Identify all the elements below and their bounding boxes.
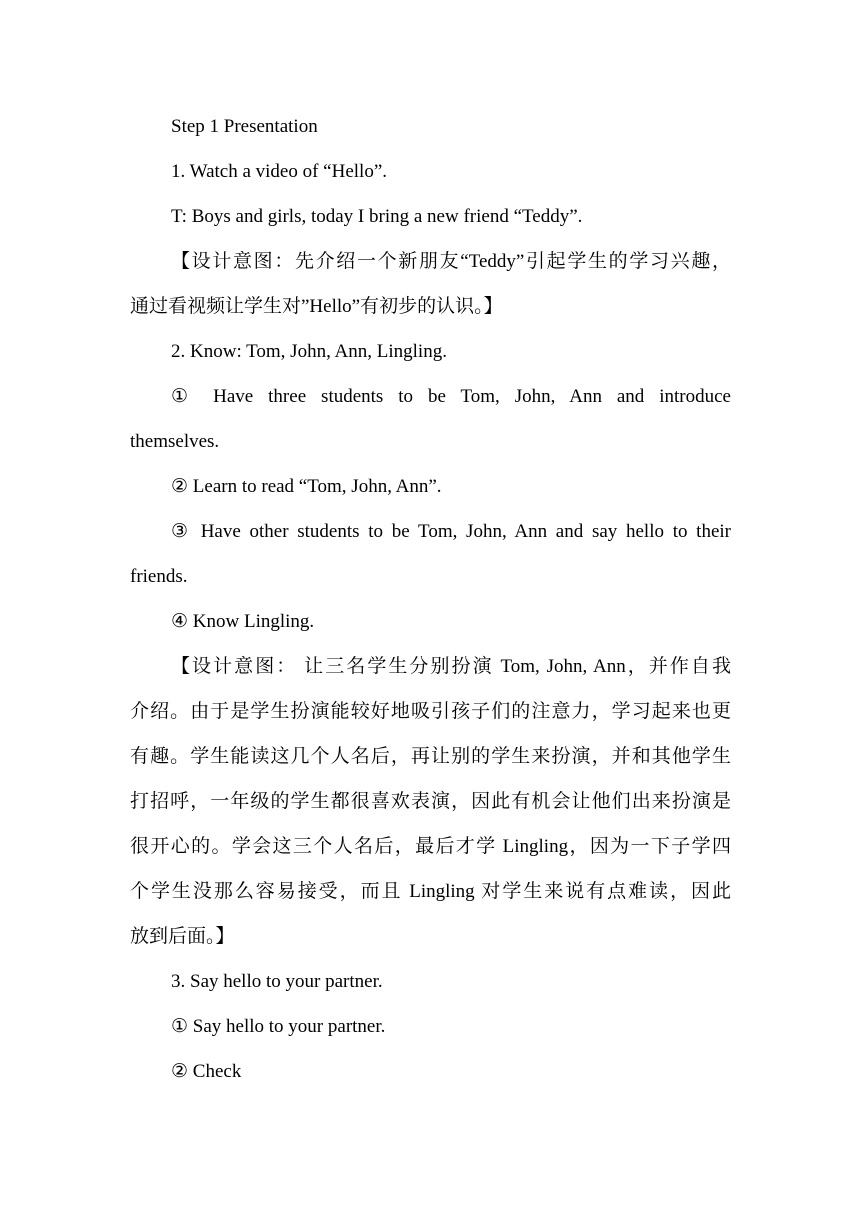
list-item: ③ Have other students to be Tom, John, Ann and say hello to their bbox=[171, 521, 731, 542]
instruction-line: 2. Know: Tom, John, Ann, Lingling. bbox=[171, 341, 447, 362]
design-note-line: 有趣。学生能读这几个人名后，再让别的学生来扮演，并和其他学生 bbox=[130, 746, 731, 767]
design-note-line: 很开心的。学会这三个人名后，最后才学 Lingling，因为一下子学四 bbox=[130, 836, 731, 857]
instruction-line: 1. Watch a video of “Hello”. bbox=[171, 161, 388, 182]
design-note-line: 通过看视频让学生对”Hello”有初步的认识。】 bbox=[130, 296, 503, 317]
list-item-continuation: friends. bbox=[130, 566, 188, 587]
list-item: ① Have three students to be Tom, John, Ann and introduce bbox=[171, 386, 731, 407]
design-note-line: 介绍。由于是学生扮演能较好地吸引孩子们的注意力，学习起来也更 bbox=[130, 701, 731, 722]
list-item: ① Say hello to your partner. bbox=[171, 1016, 386, 1037]
step-heading: Step 1 Presentation bbox=[171, 116, 318, 137]
list-item-continuation: themselves. bbox=[130, 431, 220, 452]
list-item: ② Learn to read “Tom, John, Ann”. bbox=[171, 476, 442, 497]
instruction-line: 3. Say hello to your partner. bbox=[171, 971, 383, 992]
design-note-line: 放到后面。】 bbox=[130, 926, 235, 947]
design-note-line: 【设计意图： 让三名学生分别扮演 Tom, John, Ann，并作自我 bbox=[171, 656, 731, 677]
teacher-line: T: Boys and girls, today I bring a new friend “Teddy”. bbox=[171, 206, 583, 227]
list-item: ④ Know Lingling. bbox=[171, 611, 315, 632]
design-note-line: 【设计意图：先介绍一个新朋友“Teddy”引起学生的学习兴趣， bbox=[171, 251, 731, 272]
list-item: ② Check bbox=[171, 1061, 242, 1082]
design-note-line: 打招呼，一年级的学生都很喜欢表演，因此有机会让他们出来扮演是 bbox=[130, 791, 731, 812]
design-note-line: 个学生没那么容易接受，而且 Lingling 对学生来说有点难读，因此 bbox=[130, 881, 731, 902]
